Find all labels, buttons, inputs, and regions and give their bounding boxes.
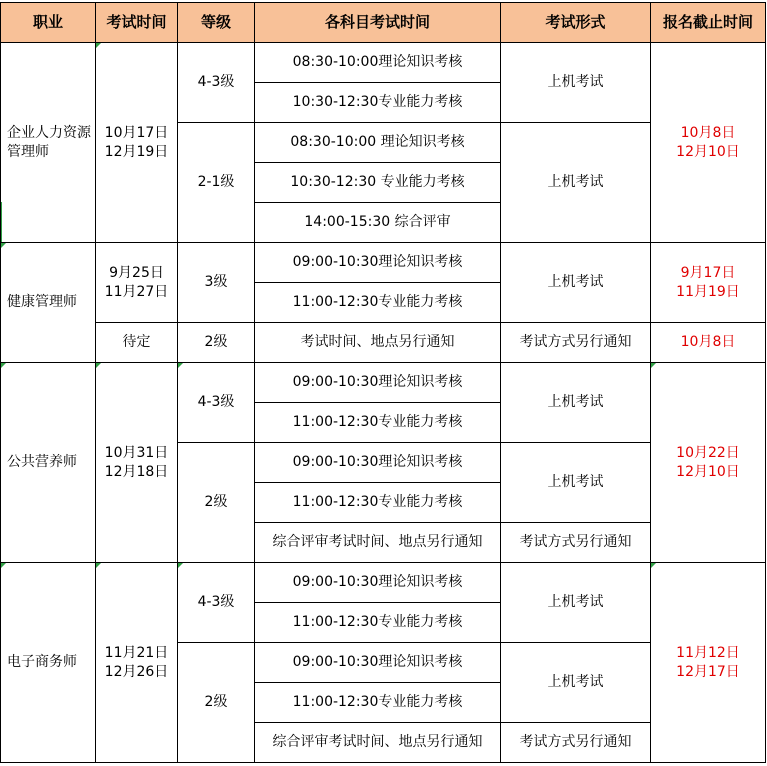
deadline-line: 10月22日	[676, 444, 740, 461]
subject-time-cell: 10:30-12:30 专业能力考核	[255, 163, 501, 203]
exam-date-cell	[96, 43, 178, 243]
deadline-cell	[651, 43, 766, 243]
exam-schedule-table	[0, 2, 766, 763]
table-row	[1, 243, 766, 283]
subject-time-cell: 08:30-10:00理论知识考核	[255, 43, 501, 83]
deadline-cell	[651, 363, 766, 563]
exam-date-cell	[96, 363, 178, 563]
level-cell: 3级	[178, 243, 255, 323]
exam-date-line: 9月25日	[109, 264, 164, 281]
subject-time-cell: 08:30-10:00 理论知识考核	[255, 123, 501, 163]
exam-date-line: 12月26日	[104, 663, 169, 680]
exam-form-cell: 上机考试	[501, 443, 651, 523]
exam-date-line: 12月19日	[104, 143, 169, 160]
deadline-cell	[651, 243, 766, 323]
subject-time-cell: 14:00-15:30 综合评审	[255, 203, 501, 243]
exam-date-cell: 待定	[96, 323, 178, 363]
subject-time-cell: 11:00-12:30专业能力考核	[255, 403, 501, 443]
level-cell: 2-1级	[178, 123, 255, 243]
subject-time-cell: 09:00-10:30理论知识考核	[255, 443, 501, 483]
exam-form-cell: 上机考试	[501, 643, 651, 723]
exam-form-cell: 上机考试	[501, 563, 651, 643]
header-exam-date: 考试时间	[96, 3, 178, 43]
occupation-cell: 企业人力资源管理师	[1, 43, 96, 243]
occupation-cell: 电子商务师	[1, 563, 96, 763]
level-cell: 2级	[178, 443, 255, 563]
level-cell: 4-3级	[178, 563, 255, 643]
exam-form-cell: 考试方式另行通知	[501, 323, 651, 363]
header-occupation: 职业	[1, 3, 96, 43]
deadline-line: 12月10日	[676, 463, 740, 480]
occupation-cell: 公共营养师	[1, 363, 96, 563]
table-row	[1, 323, 766, 363]
header-row	[1, 3, 766, 43]
table-row	[1, 563, 766, 603]
deadline-line: 11月19日	[676, 283, 740, 300]
subject-time-cell: 09:00-10:30理论知识考核	[255, 643, 501, 683]
deadline-line: 10月8日	[680, 124, 736, 141]
exam-form-cell: 上机考试	[501, 243, 651, 323]
level-cell: 4-3级	[178, 363, 255, 443]
exam-form-cell: 考试方式另行通知	[501, 523, 651, 563]
subject-time-cell: 09:00-10:30理论知识考核	[255, 243, 501, 283]
exam-form-cell: 上机考试	[501, 363, 651, 443]
exam-form-cell: 上机考试	[501, 123, 651, 243]
level-cell: 2级	[178, 323, 255, 363]
exam-date-cell	[96, 243, 178, 323]
exam-date-cell	[96, 563, 178, 763]
subject-time-cell: 考试时间、地点另行通知	[255, 323, 501, 363]
deadline-line: 12月17日	[676, 663, 740, 680]
header-subject-times: 各科目考试时间	[255, 3, 501, 43]
exam-form-cell: 上机考试	[501, 43, 651, 123]
deadline-cell: 10月8日	[651, 323, 766, 363]
header-exam-form: 考试形式	[501, 3, 651, 43]
exam-date-line: 10月31日	[104, 444, 169, 461]
occupation-cell: 健康管理师	[1, 243, 96, 363]
level-cell: 2级	[178, 643, 255, 763]
deadline-cell	[651, 563, 766, 763]
subject-time-cell: 11:00-12:30专业能力考核	[255, 603, 501, 643]
subject-time-cell: 综合评审考试时间、地点另行通知	[255, 523, 501, 563]
subject-time-cell: 11:00-12:30专业能力考核	[255, 483, 501, 523]
subject-time-cell: 11:00-12:30专业能力考核	[255, 683, 501, 723]
subject-time-cell: 09:00-10:30理论知识考核	[255, 363, 501, 403]
exam-date-line: 12月18日	[104, 463, 169, 480]
header-deadline: 报名截止时间	[651, 3, 766, 43]
deadline-line: 11月12日	[676, 644, 740, 661]
table-row	[1, 43, 766, 83]
header-level: 等级	[178, 3, 255, 43]
level-cell: 4-3级	[178, 43, 255, 123]
exam-date-line: 11月21日	[104, 644, 169, 661]
exam-date-line: 11月27日	[104, 283, 169, 300]
exam-date-line: 10月17日	[104, 124, 169, 141]
deadline-line: 9月17日	[680, 264, 736, 281]
subject-time-cell: 综合评审考试时间、地点另行通知	[255, 723, 501, 763]
exam-form-cell: 考试方式另行通知	[501, 723, 651, 763]
table-row	[1, 363, 766, 403]
subject-time-cell: 10:30-12:30专业能力考核	[255, 83, 501, 123]
subject-time-cell: 11:00-12:30专业能力考核	[255, 283, 501, 323]
subject-time-cell: 09:00-10:30理论知识考核	[255, 563, 501, 603]
deadline-line: 12月10日	[676, 143, 740, 160]
